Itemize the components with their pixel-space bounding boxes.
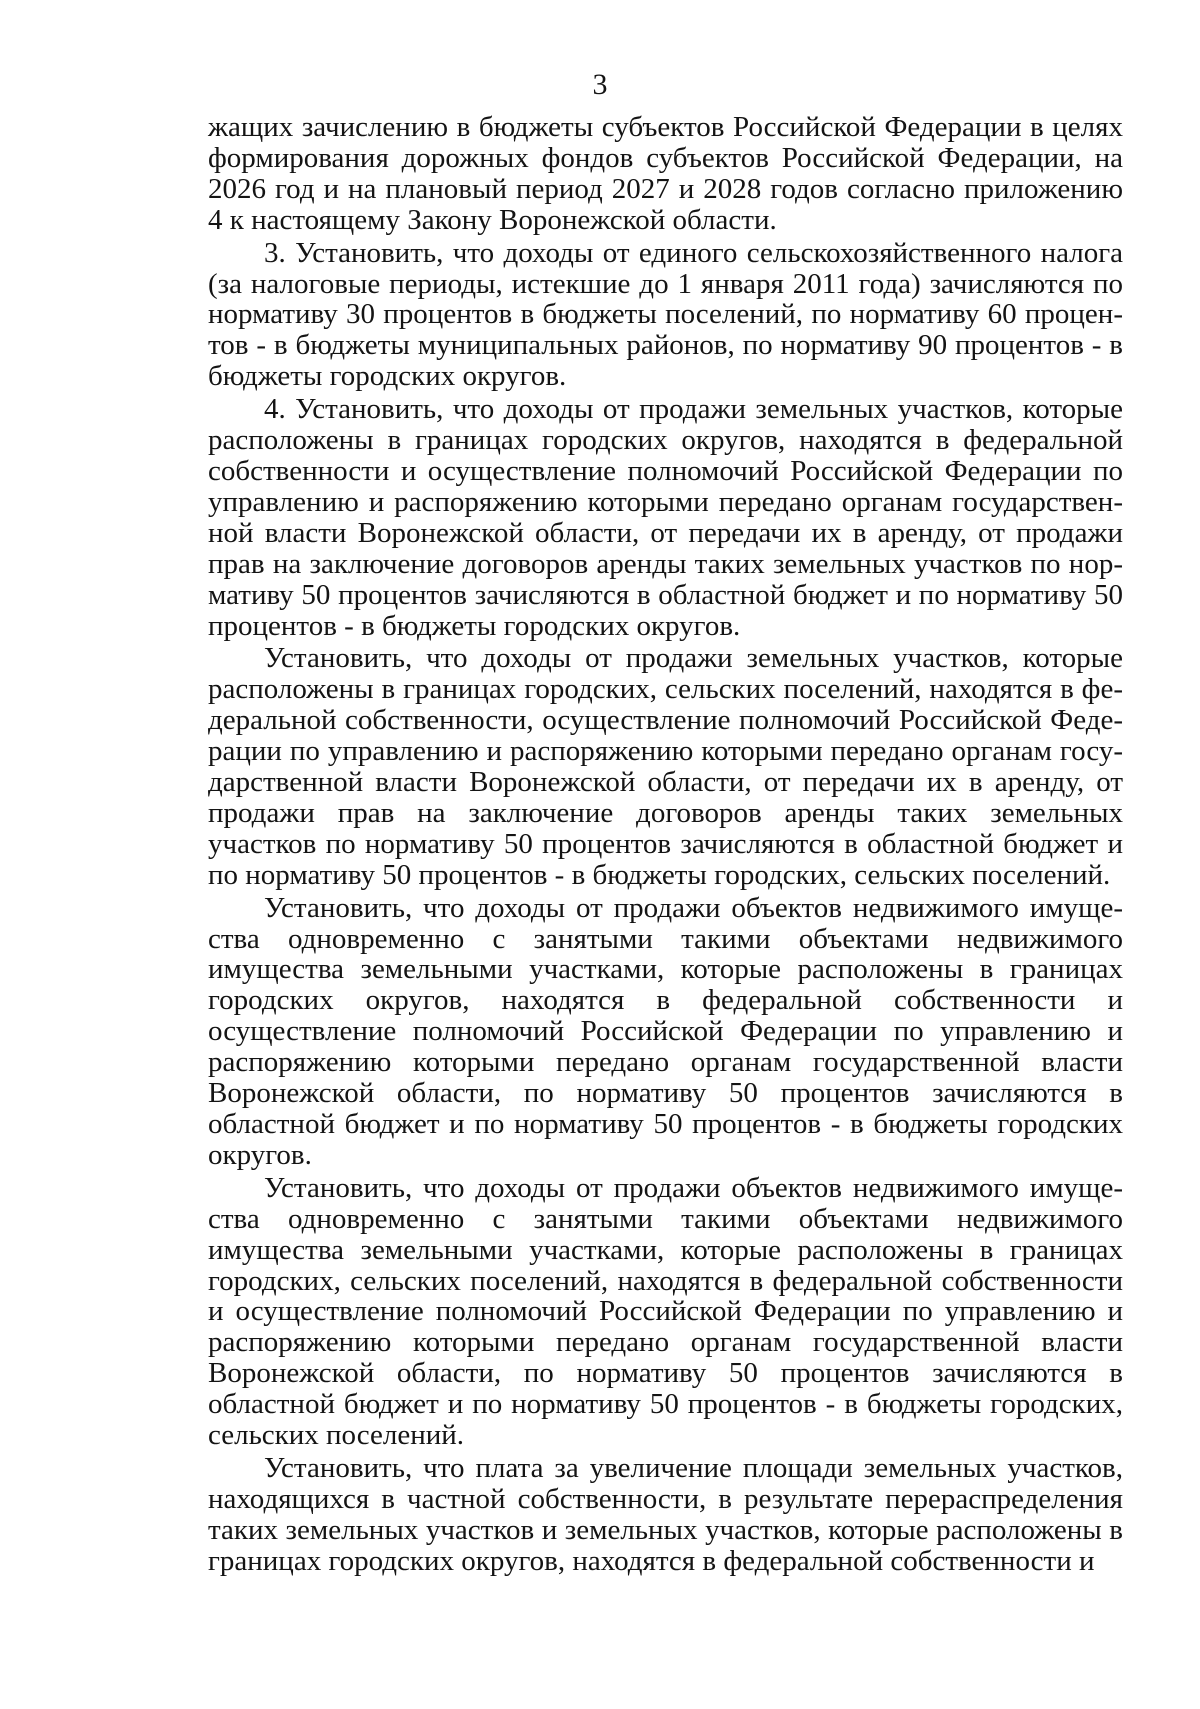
document-body	[208, 112, 1123, 1579]
paragraph-land-area-increase-fee: Установить, что плата за увеличение площади земельных участков, находящихся в частной собственности, в результате перераспределения таких земельных участков и земельных участков, которые расположены в границах городских округов, находятся в федеральной собственности и	[208, 1451, 1123, 1577]
paragraph-real-estate-city-districts: Установить, что доходы от продажи объектов недвижимого имущества одновременно с занятыми такими объектами недвижимого имущества земельными участками, которые расположены в границах городских округов, находятся в федеральной собственности и осуществление полномочий Российской Федерации по управлению и распоряжению которыми передано органам государственной власти Воронежской области, по нормативу 50 процентов зачисляются в областной бюджет и по нормативу 50 процентов - в бюджеты городских округов.	[208, 891, 1123, 1171]
paragraph-real-estate-settlements: Установить, что доходы от продажи объектов недвижимого имущества одновременно с занятыми такими объектами недвижимого имущества земельными участками, которые расположены в границах городских, сельских поселений, находятся в федеральной собственности и осуществление полномочий Российской Федерации по управлению и распоряжению которыми передано органам государственной власти Воронежской области, по нормативу 50 процентов зачисляются в областной бюджет и по нормативу 50 процентов - в бюджеты городских, сельских поселений.	[208, 1171, 1123, 1452]
paragraph-land-settlements: Установить, что доходы от продажи земельных участков, которые расположены в границах городских, сельских поселений, находятся в федеральной собственности, осуществление полномочий Российской Федерации по управлению и распоряжению которыми передано органам государственной власти Воронежской области, от передачи их в аренду, от продажи прав на заключение договоров аренды таких земельных участков по нормативу 50 процентов зачисляются в областной бюджет и по нормативу 50 процентов - в бюджеты городских, сельских поселений.	[208, 642, 1123, 891]
paragraph-item-3: 3. Установить, что доходы от единого сельскохозяйственного налога (за налоговые периоды, истекшие до 1 января 2011 года) зачисляются по нормативу 30 процентов в бюджеты поселений, по нормативу 60 процентов - в бюджеты муниципальных районов, по нормативу 90 процентов - в бюджеты городских округов.	[208, 236, 1123, 393]
paragraph-item-4: 4. Установить, что доходы от продажи земельных участков, которые расположены в границах городских округов, находятся в федеральной собственности и осуществление полномочий Российской Федерации по управлению и распоряжению которыми передано органам государственной власти Воронежской области, от передачи их в аренду, от продажи прав на заключение договоров аренды таких земельных участков по нормативу 50 процентов зачисляются в областной бюджет и по нормативу 50 процентов - в бюджеты городских округов.	[208, 393, 1123, 642]
paragraph-continuation: жащих зачислению в бюджеты субъектов Российской Федерации в целях формирования дорожных фондов субъектов Российской Федерации, на 2026 год и на плановый период 2027 и 2028 годов согласно приложению 4 к настоящему Закону Воронежской области.	[208, 111, 1123, 236]
page-number: 3	[592, 68, 608, 101]
